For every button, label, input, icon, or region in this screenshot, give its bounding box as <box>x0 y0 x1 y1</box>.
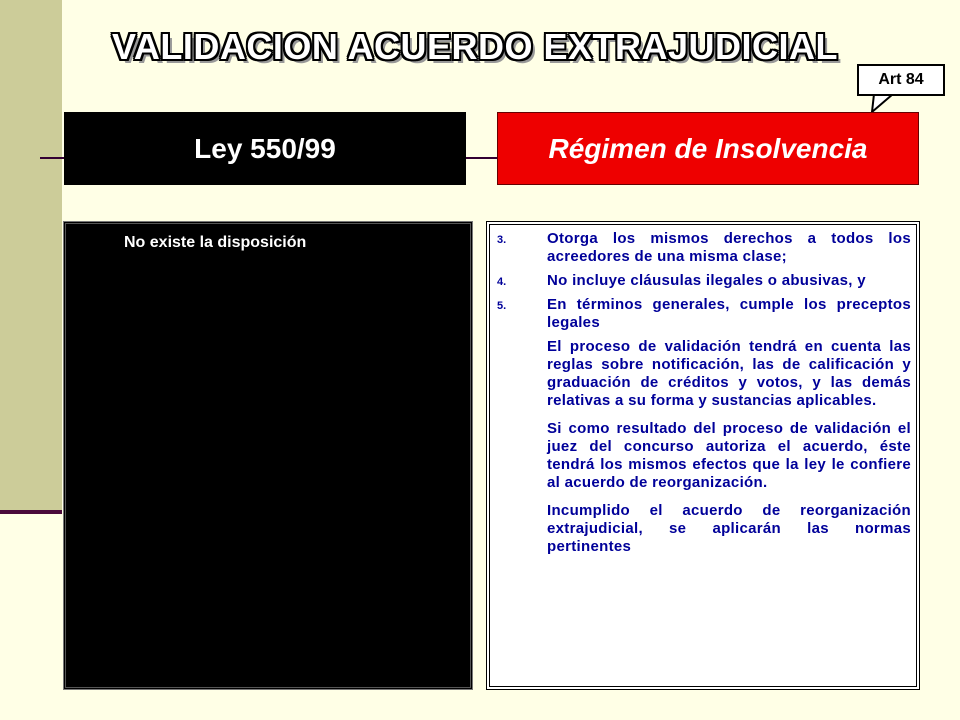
connector-line-left <box>40 157 64 159</box>
paragraph: El proceso de validación tendrá en cuenta las reglas sobre notificación, las de calificación y graduación de créditos y votos, y las demás relativas a su forma y sustancias aplicables. <box>547 338 911 409</box>
left-panel <box>63 221 473 690</box>
right-panel <box>486 221 920 690</box>
list-item-text: En términos generales, cumple los preceptos legales <box>547 296 911 331</box>
list-item <box>497 296 911 332</box>
side-accent-line <box>0 510 62 514</box>
side-band <box>0 0 62 512</box>
list-item-number: 4. <box>497 276 507 288</box>
list-item-number: 3. <box>497 234 507 246</box>
left-panel-inner-border <box>65 223 471 688</box>
list-item-text: Otorga los mismos derechos a todos los acreedores de una misma clase; <box>547 230 911 265</box>
slide-title: VALIDACION ACUERDO EXTRAJUDICIAL <box>112 26 839 67</box>
connector-line-middle <box>466 157 498 159</box>
paragraph: Incumplido el acuerdo de reorganización extrajudicial, se aplicarán las normas pertinentes <box>547 502 911 555</box>
right-header: Régimen de Insolvencia <box>497 112 919 185</box>
paragraph: Si como resultado del proceso de validación el juez del concurso autoriza el acuerdo, éste tendrá los mismos efectos que la ley le confiere al acuerdo de reorganización. <box>547 420 911 491</box>
list-item-text: No incluye cláusulas ilegales o abusivas, y <box>547 272 866 289</box>
paragraph-group <box>497 338 911 556</box>
requirements-list <box>497 230 911 566</box>
list-item-number: 5. <box>497 300 507 312</box>
list-item <box>497 272 911 290</box>
list-item <box>497 230 911 266</box>
article-callout: Art 84 <box>857 64 945 96</box>
left-header: Ley 550/99 <box>64 112 466 185</box>
left-panel-text: No existe la disposición <box>124 234 307 251</box>
